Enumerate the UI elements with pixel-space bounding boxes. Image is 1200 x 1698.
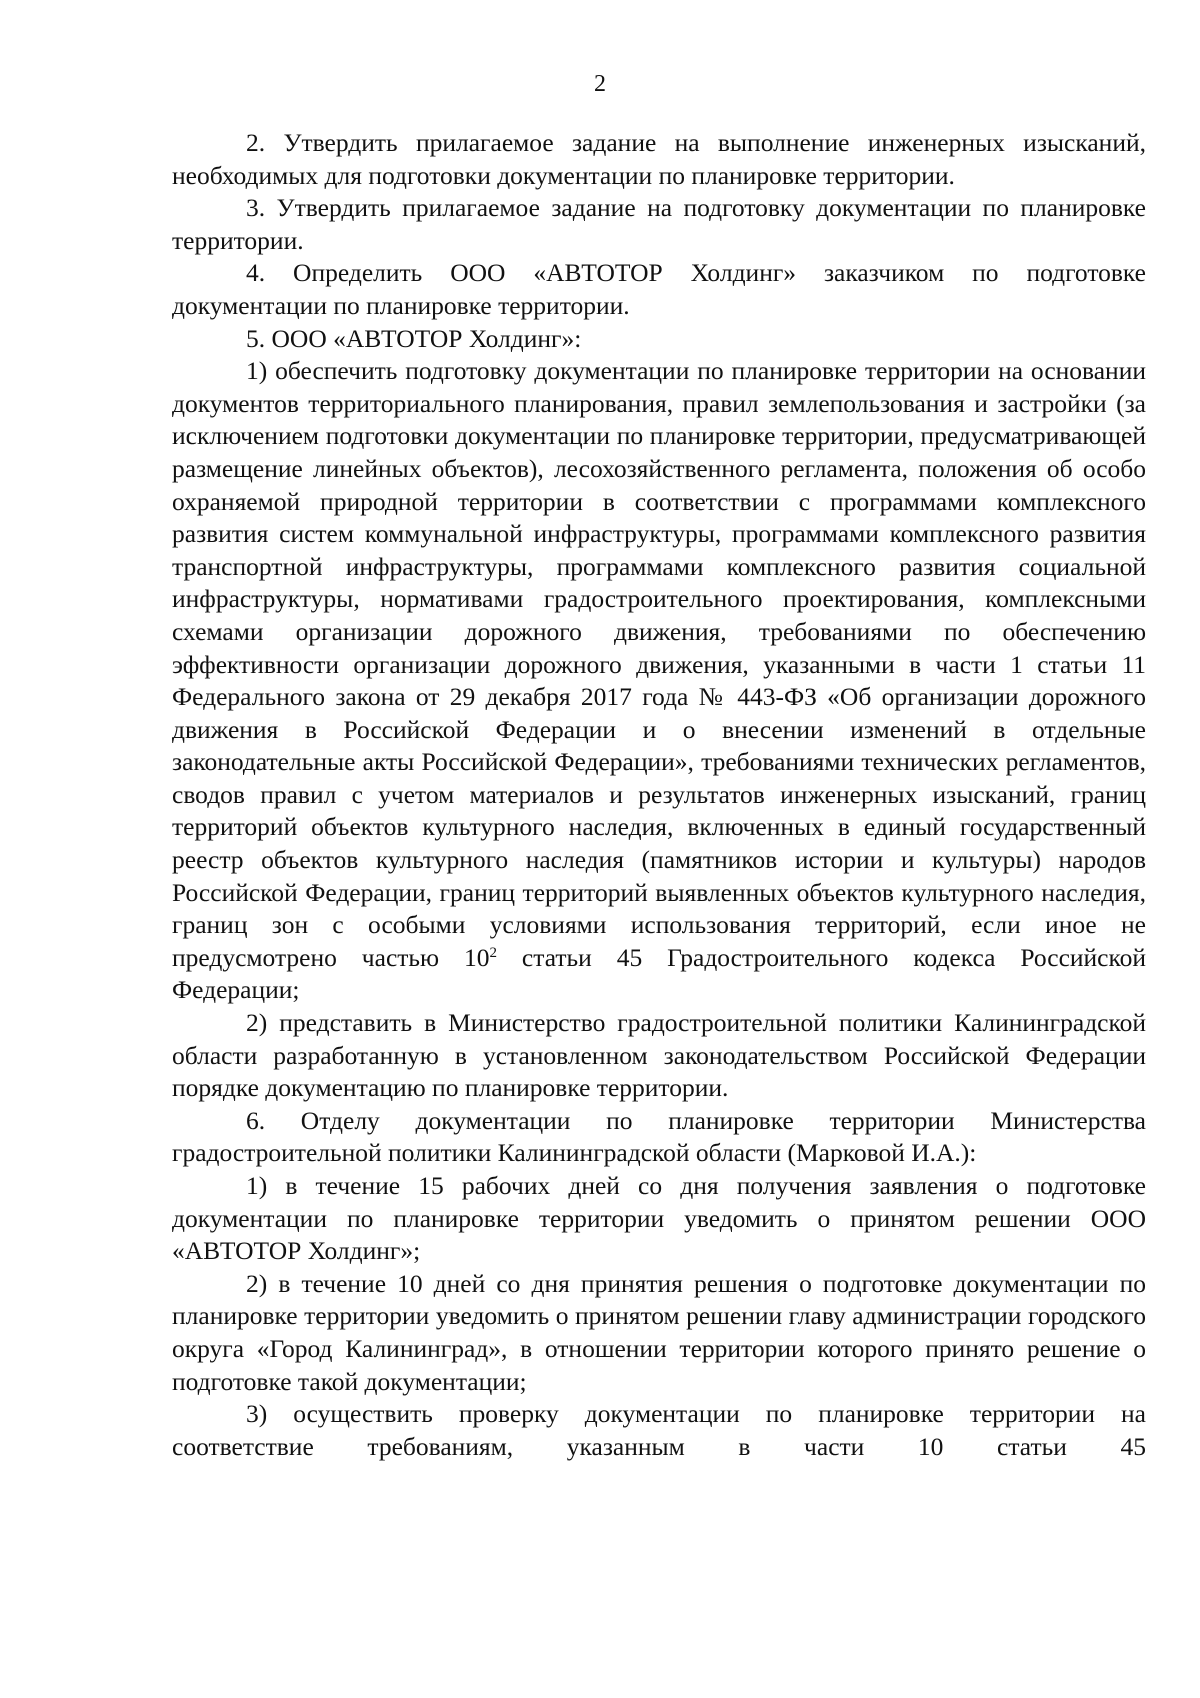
paragraph-item-5: 5. ООО «АВТОТОР Холдинг»: [246,323,582,353]
paragraph-subitem-6-3: 3) осуществить проверку документации по планировке территории на соответствие требованиям, указанным в части 10 статьи 45 [172,1399,1146,1461]
paragraph-subitem-6-2: 2) в течение 10 дней со дня принятия решения о подготовке документации по планировке территории уведомить о принятом решении главу администрации городского округа «Город Калининград», в отношении территории которого принято решение о подготовке такой документации; [172,1268,1146,1396]
paragraph-subitem-5-1 [172,355,1146,1007]
paragraph-subitem-5-1-tail: статьи 45 Градостроительного кодекса Российской Федерации; [172,942,1146,1005]
paragraph-subitem-5-1-text: 1) обеспечить подготовку документации по планировке территории на основании документов территориального планирования, правил землепользования и застройки (за исключением подготовки документации по планировке территории, предусматривающей размещение линейных объектов), лесохозяйственного регламента, положения об особо охраняемой природной территории в соответствии с программами комплексного развития систем коммунальной инфраструктуры, программами комплексного развития транспортной инфраструктуры, программами комплексного развития социальной инфраструктуры, нормативами градостроительного проектирования, комплексными схемами организации дорожного движения, требованиями по обеспечению эффективности организации дорожного движения, указанными в части 1 статьи 11 Федерального закона от 29 декабря 2017 года № 443-ФЗ «Об организации дорожного движения в Российской Федерации и о внесении изменений в отдельные законодательные акты Российской Федерации», требованиями технических регламентов, сводов правил с учетом материалов и результатов инженерных изысканий, границ территорий объектов культурного наследия, включенных в единый государственный реестр объектов культурного наследия (памятников истории и культуры) народов Российской Федерации, границ территорий выявленных объектов культурного наследия, границ зон с особыми условиями использования территорий, если иное не предусмотрено частью 10 [172,356,1146,972]
superscript-number: 2 [489,944,498,961]
paragraph-item-2: 2. Утвердить прилагаемое задание на выполнение инженерных изысканий, необходимых для подготовки документации по планировке территории. [172,128,1146,190]
paragraph-item-6: 6. Отделу документации по планировке территории Министерства градостроительной политики Калининградской области (Марковой И.А.): [172,1105,1146,1168]
paragraph-subitem-5-2: 2) представить в Министерство градостроительной политики Калининградской области разработанную в установленном законодательством Российской Федерации порядке документацию по планировке территории. [172,1008,1146,1103]
paragraph-item-3: 3. Утвердить прилагаемое задание на подготовку документации по планировке территории. [172,193,1146,255]
paragraph-subitem-6-1: 1) в течение 15 рабочих дней со дня получения заявления о подготовке документации по планировке территории уведомить о принятом решении ООО «АВТОТОР Холдинг»; [172,1171,1146,1266]
paragraph-item-4: 4. Определить ООО «АВТОТОР Холдинг» заказчиком по подготовке документации по планировке территории. [172,258,1146,320]
page-number: 2 [594,71,606,97]
document-body [172,127,1146,1463]
